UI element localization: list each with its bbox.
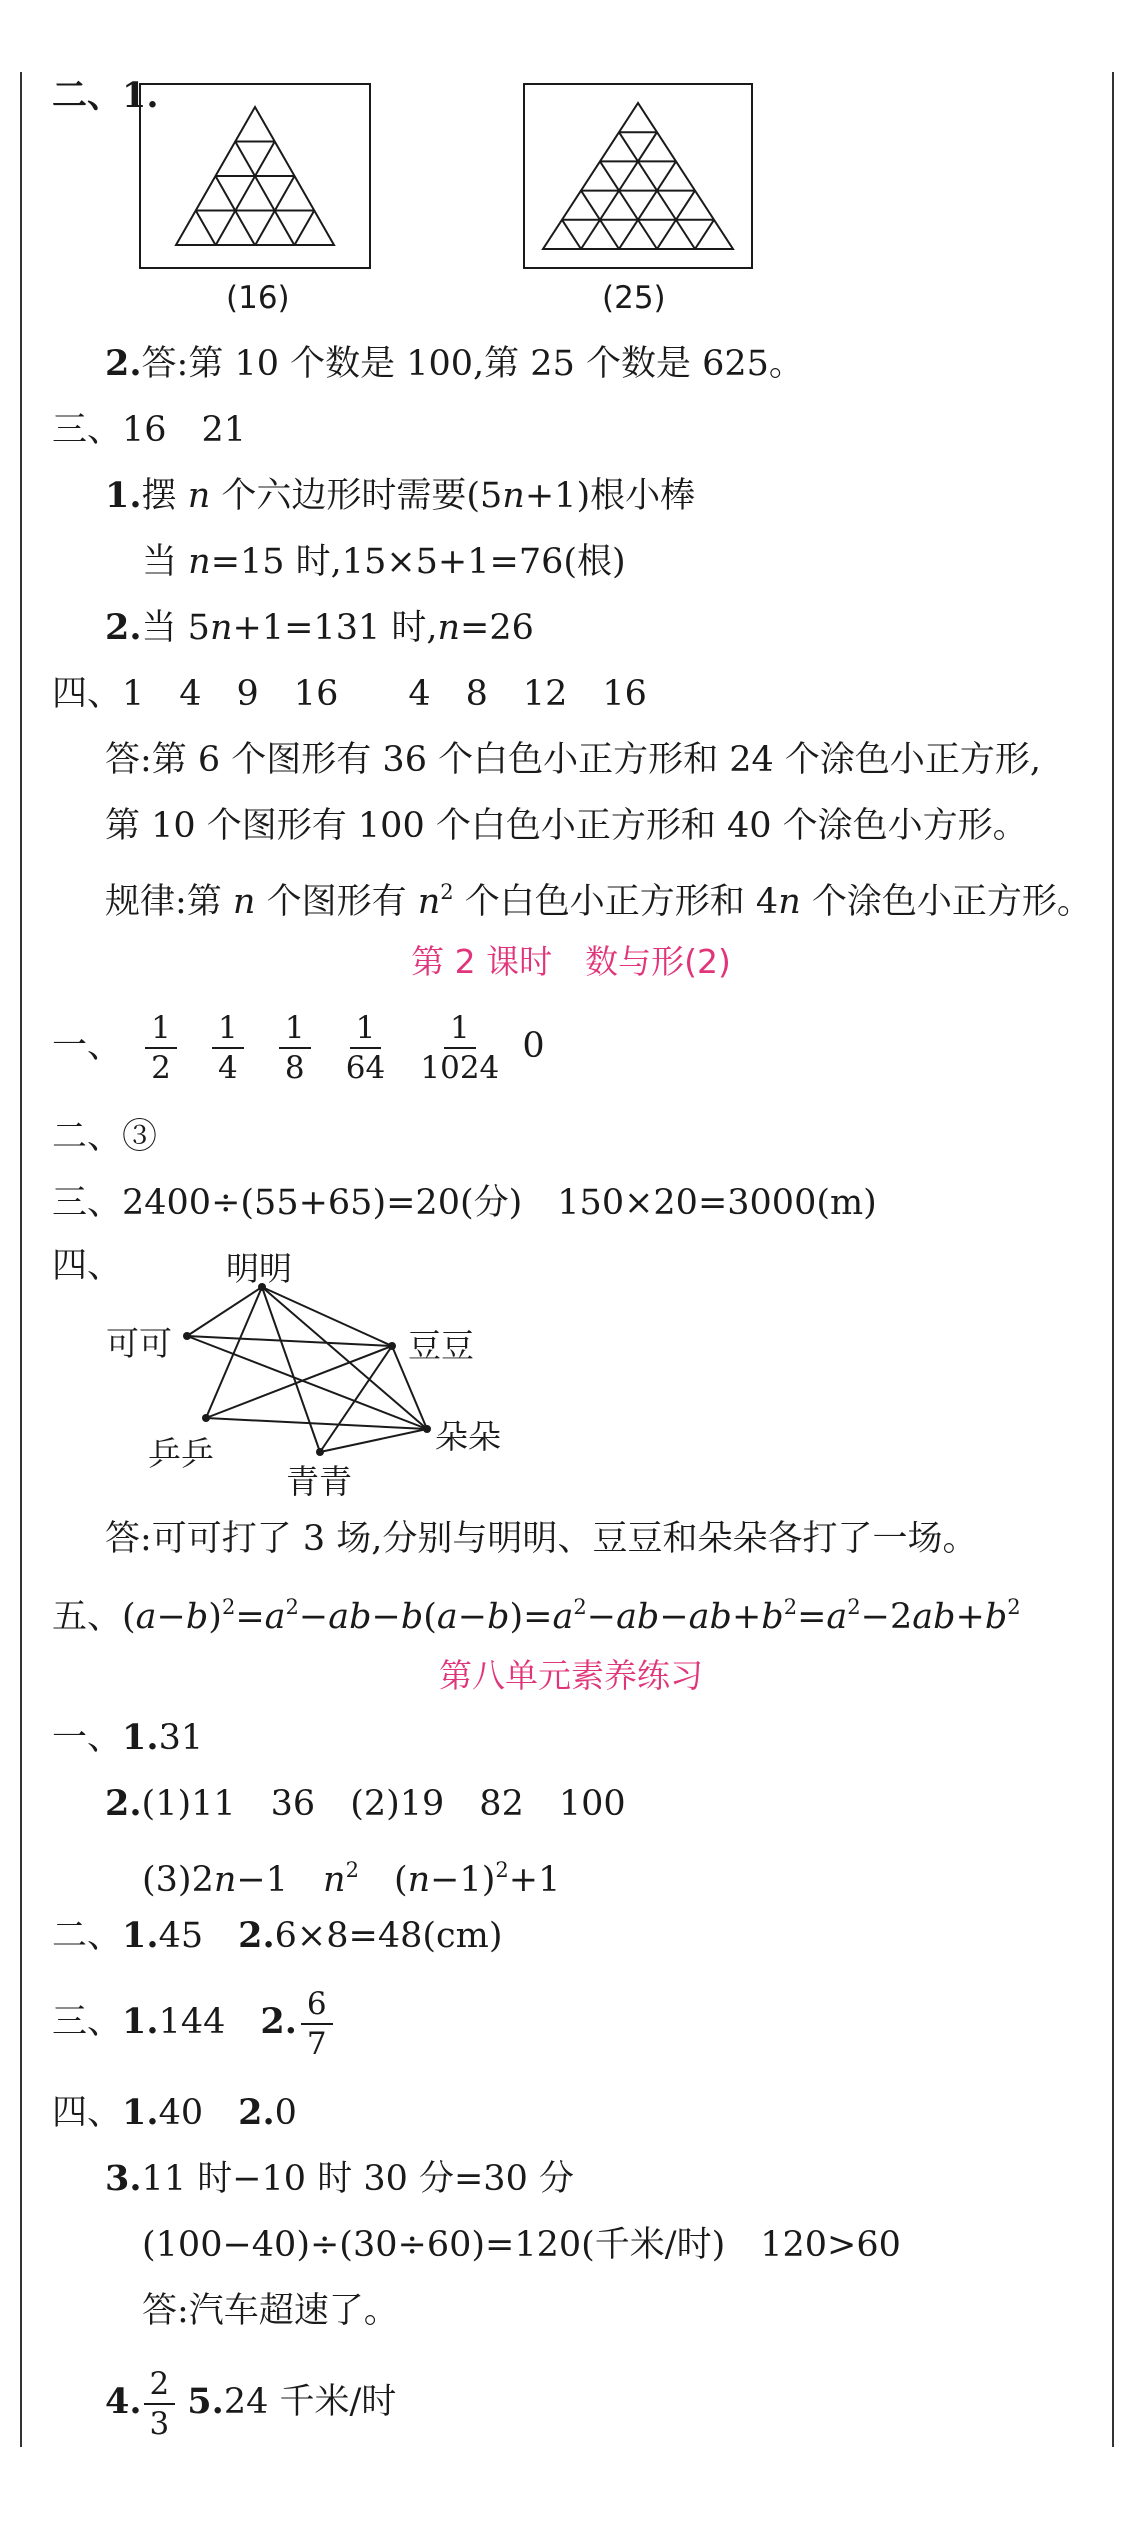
answer-line: 答:第 6 个图形有 36 个白色小正方形和 24 个涂色小正方形, <box>105 740 1042 780</box>
graph-node-label: 青青 <box>286 1462 352 1501</box>
answer-line: 第 10 个图形有 100 个白色小正方形和 40 个涂色小方形。 <box>105 806 1028 846</box>
answer-line: 4. $\frac{2}{3}$ 5.24 千米/时 <box>105 2365 397 2442</box>
answer-line: 答:可可打了 3 场,分别与明明、豆豆和朵朵各打了一场。 <box>105 1519 978 1559</box>
answer-line: 2.(1)11 36 (2)19 82 100 <box>105 1783 626 1824</box>
fraction: $\frac{1}{4}$ <box>212 1009 244 1087</box>
figure-caption-25: (25) <box>602 280 666 316</box>
section-2-line: 二、③ <box>52 1117 158 1157</box>
formula-line: 五、$(a-b)^2=a^2-ab-b(a-b)=a^2-ab-ab+b^2=a^2-2ab+b^2$ <box>52 1595 1021 1637</box>
answer-line: 二、1.45 2.6×8=48(cm) <box>52 1915 503 1956</box>
fraction: $\frac{6}{7}$ <box>301 1985 333 2063</box>
figure-caption-16: (16) <box>226 280 290 316</box>
lesson-heading: 第 2 课时 数与形(2) <box>411 942 731 981</box>
graph-node-label: 可可 <box>106 1324 172 1363</box>
fraction: $\frac{1}{64}$ <box>345 1009 386 1086</box>
fraction: $\frac{1}{2}$ <box>145 1009 177 1087</box>
answer-line: 2.当 5n+1=131 时,n=26 <box>105 607 534 648</box>
answer-line: 三、1.144 2. $\frac{6}{7}$ <box>52 1982 345 2063</box>
graph-node-label: 朵朵 <box>435 1417 501 1456</box>
section-3-line: 三、2400÷(55+65)=20(分) 150×20=3000(m) <box>52 1183 877 1223</box>
fraction: $\frac{1}{1024}$ <box>420 1009 500 1086</box>
section-4-label: 四、 <box>52 1246 123 1286</box>
answer-line: 一、1.31 <box>52 1717 204 1758</box>
answer-line: 2.答:第 10 个数是 100,第 25 个数是 625。 <box>105 343 804 384</box>
fraction: $\frac{1}{8}$ <box>279 1009 311 1087</box>
answer-line: 3.11 时−10 时 30 分=30 分 <box>105 2158 574 2199</box>
unit-heading: 第八单元素养练习 <box>439 1656 703 1695</box>
graph-node-label: 豆豆 <box>408 1326 474 1365</box>
fraction: $\frac{2}{3}$ <box>144 2365 176 2443</box>
answer-line: 规律:第 n 个图形有 $n^2$ 个白色小正方形和 4n 个涂色小正方形。 <box>105 880 1092 922</box>
answer-line: 1.摆 n 个六边形时需要(5n+1)根小棒 <box>105 475 696 516</box>
answer-line: 四、1.40 2.0 <box>52 2092 297 2133</box>
answer-line: (3)2n−1 $n^2$ $(n-1)^2+1$ <box>142 1858 561 1900</box>
section-3-line: 三、16 21 <box>52 410 247 450</box>
graph-node-label: 明明 <box>226 1249 292 1288</box>
answer-line: 当 n=15 时,15×5+1=76(根) <box>142 542 626 582</box>
graph-node-label: 乒乒 <box>148 1434 214 1473</box>
answer-line: (100−40)÷(30÷60)=120(千米/时) 120>60 <box>142 2225 901 2265</box>
fractions-line: 一、 $\frac{1}{2}$ $\frac{1}{4}$ $\frac{1}{8}$ $\frac{1}{64}$ $\frac{1}{1024}$ 0 <box>52 1009 545 1086</box>
answer-line: 答:汽车超速了。 <box>142 2291 399 2331</box>
section-4-line: 四、1 4 9 16 4 8 12 16 <box>52 674 647 714</box>
section-2-label: 二、1. <box>52 75 159 116</box>
